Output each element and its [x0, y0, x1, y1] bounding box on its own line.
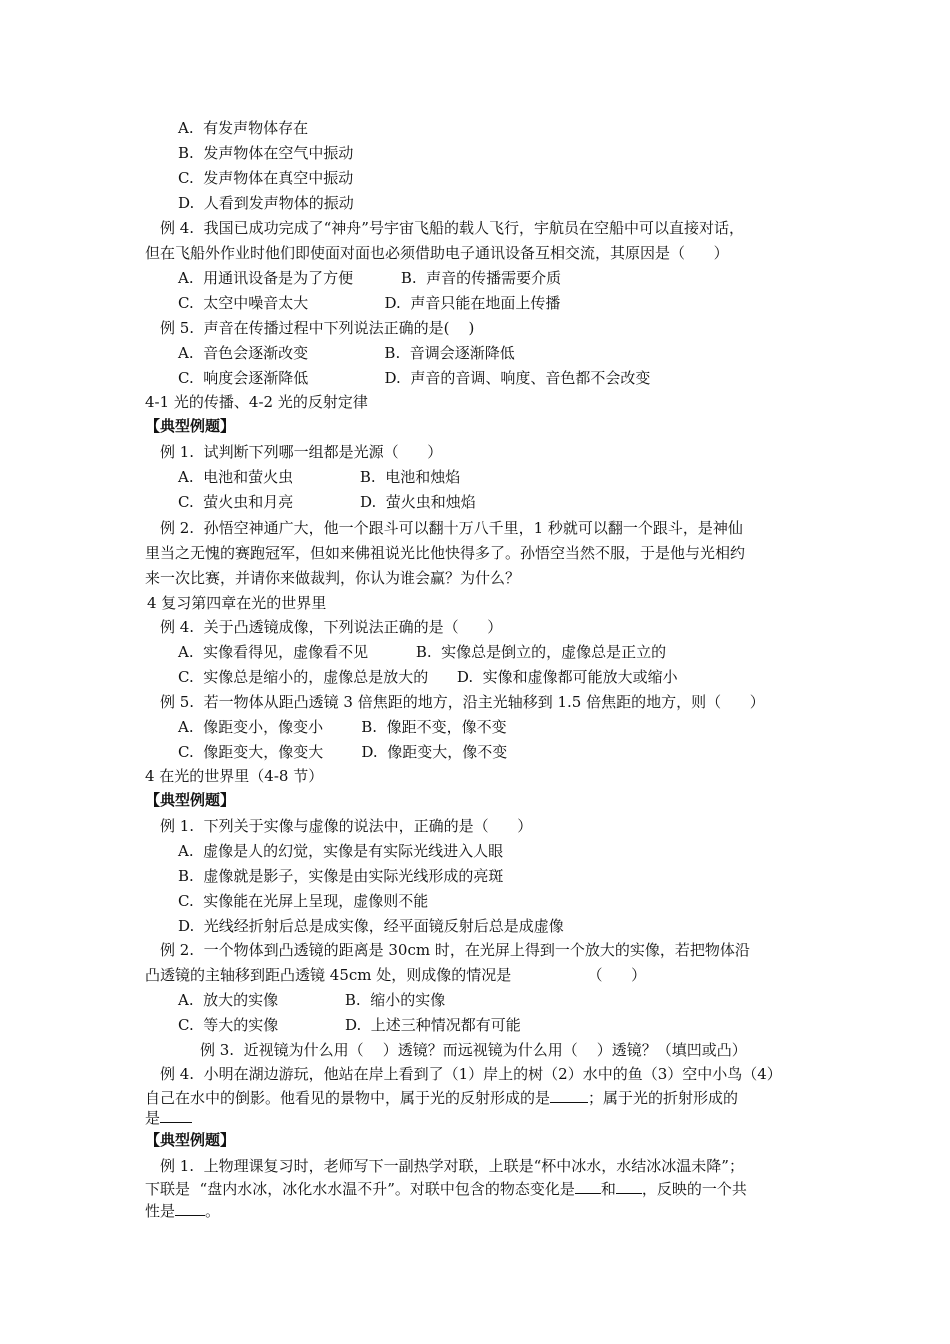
section-label: 【典型例题】 [145, 1131, 236, 1149]
option-c: C. 实像能在光屏上呈现，虚像则不能 [178, 892, 429, 910]
option-d: D. 人看到发声物体的振动 [178, 194, 354, 212]
question-text: 例 4. 关于凸透镜成像，下列说法正确的是（ ） [160, 618, 503, 636]
option-row: C. 等大的实像 D. 上述三种情况都有可能 [178, 1016, 521, 1034]
answer-blank [550, 1088, 588, 1103]
option-row: C. 萤火虫和月亮 D. 萤火虫和烛焰 [178, 493, 476, 511]
question-text: 例 4. 我国已成功完成了“神舟”号宇宙飞船的载人飞行，宇航员在空船中可以直接对话， [160, 219, 744, 237]
option-row: C. 实像总是缩小的，虚像总是放大的 D. 实像和虚像都可能放大或缩小 [178, 668, 678, 686]
section-heading: 4-1 光的传播、4-2 光的反射定律 [145, 393, 368, 411]
question-text: 但在飞船外作业时他们即使面对面也必须借助电子通讯设备互相交流，其原因是（ ） [145, 244, 729, 262]
section-label: 【典型例题】 [145, 791, 236, 809]
question-text: 下联是 “盘内水冰，冰化水水温不升”。对联中包含的物态变化是 [145, 1180, 575, 1198]
question-text: 来一次比赛，并请你来做裁判，你认为谁会赢？为什么？ [145, 569, 521, 587]
option-row: C. 响度会逐渐降低 D. 声音的音调、响度、音色都不会改变 [178, 369, 651, 387]
option-row: C. 像距变大，像变大 D. 像距变大，像不变 [178, 743, 508, 761]
question-text: 自己在水中的倒影。他看见的景物中，属于光的反射形成的是 [145, 1089, 551, 1107]
question-text: 例 2. 一个物体到凸透镜的距离是 30cm 时，在光屏上得到一个放大的实像，若把物体沿 [160, 941, 750, 959]
question-text: 例 5. 声音在传播过程中下列说法正确的是( ) [160, 319, 475, 337]
question-text: 例 2. 孙悟空神通广大，他一个跟斗可以翻十万八千里，1 秒就可以翻一个跟斗，是神仙 [160, 519, 743, 537]
option-b: B. 虚像就是影子，实像是由实际光线形成的亮斑 [178, 867, 504, 885]
option-row: A. 音色会逐渐改变 B. 音调会逐渐降低 [178, 344, 515, 362]
question-line [145, 1199, 810, 1224]
option-a: A. 虚像是人的幻觉，实像是有实际光线进入人眼 [178, 842, 504, 860]
option-d: D. 光线经折射后总是成实像，经平面镜反射后总是成虚像 [178, 917, 564, 935]
question-text: 例 5. 若一物体从距凸透镜 3 倍焦距的地方，沿主光轴移到 1.5 倍焦距的地方，则（ ） [160, 693, 765, 711]
question-text: 例 1. 试判断下列哪一组都是光源（ ） [160, 443, 443, 461]
answer-blank [160, 1108, 192, 1123]
option-c: C. 发声物体在真空中振动 [178, 169, 354, 187]
option-row: A. 像距变小，像变小 B. 像距不变，像不变 [178, 718, 507, 736]
question-text: 例 4. 小明在湖边游玩，他站在岸上看到了（1）岸上的树（2）水中的鱼（3）空中小鸟（4） [160, 1065, 782, 1083]
option-row: C. 太空中噪音太大 D. 声音只能在地面上传播 [178, 294, 561, 312]
question-text: 里当之无愧的赛跑冠军，但如来佛祖说光比他快得多了。孙悟空当然不服，于是他与光相约 [145, 544, 746, 562]
section-heading: 4 在光的世界里（4-8 节） [145, 767, 324, 785]
question-text: 是 [145, 1109, 161, 1127]
question-text: ；属于光的折射形成的 [588, 1089, 739, 1107]
question-text: 例 1. 下列关于实像与虚像的说法中，正确的是（ ） [160, 817, 533, 835]
option-a: A. 有发声物体存在 [178, 119, 309, 137]
question-text: 性是 [145, 1202, 176, 1220]
question-text: 和 [600, 1180, 616, 1198]
answer-blank [575, 1179, 601, 1194]
option-b: B. 发声物体在空气中振动 [178, 144, 354, 162]
answer-blank [616, 1179, 642, 1194]
option-row: A. 放大的实像 B. 缩小的实像 [178, 991, 446, 1009]
option-row: A. 实像看得见，虚像看不见 B. 实像总是倒立的，虚像总是正立的 [178, 643, 667, 661]
answer-blank [175, 1201, 205, 1216]
question-text: ，反映的一个共 [641, 1180, 747, 1198]
option-row: A. 用通讯设备是为了方便 B. 声音的传播需要介质 [178, 269, 562, 287]
question-text: 例 3. 近视镜为什么用（ ）透镜？而远视镜为什么用（ ）透镜？（填凹或凸） [200, 1041, 747, 1059]
question-text: 凸透镜的主轴移到距凸透镜 45cm 处，则成像的情况是 （ ） [145, 966, 647, 984]
section-label: 【典型例题】 [145, 417, 236, 435]
section-heading: 4 复习第四章在光的世界里 [147, 594, 327, 612]
question-text: 例 1. 上物理课复习时，老师写下一副热学对联，上联是“杯中冰水，水结冰冰温未降”； [160, 1157, 744, 1175]
option-row: A. 电池和萤火虫 B. 电池和烛焰 [178, 468, 461, 486]
question-text: 。 [205, 1202, 221, 1220]
